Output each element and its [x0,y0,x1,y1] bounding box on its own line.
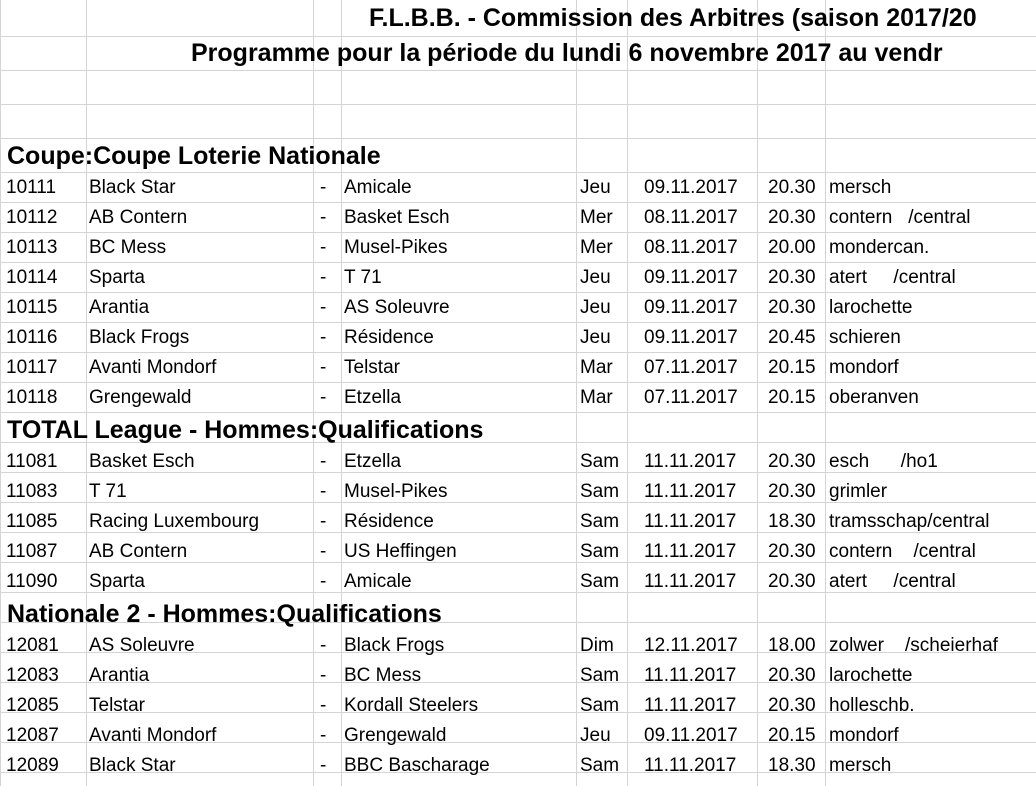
time-cell: 18.30 [768,511,816,532]
home-team-cell: AB Contern [89,207,188,228]
home-team-cell: Telstar [89,695,145,716]
page-subtitle: Programme pour la période du lundi 6 novembre 2017 au vendr [191,39,943,67]
separator-cell: - [320,481,327,502]
venue-cell: contern /central [829,541,976,562]
game-number-cell: 12081 [6,635,59,656]
separator-cell: - [320,267,327,288]
day-cell: Jeu [580,267,611,288]
venue-cell: mondorf [829,357,899,378]
venue-cell: zolwer /scheierhaf [829,635,998,656]
game-number-cell: 11087 [6,541,58,562]
venue-cell: tramsschap/central [829,511,990,532]
date-cell: 11.11.2017 [644,481,737,502]
venue-cell: oberanven [829,387,919,408]
time-cell: 18.00 [768,635,816,656]
venue-cell: esch /ho1 [829,451,938,472]
time-cell: 20.30 [768,177,816,198]
away-team-cell: Résidence [344,327,434,348]
separator-cell: - [320,177,327,198]
table-row[interactable] [0,202,1036,232]
venue-cell: grimler [829,481,888,502]
separator-cell: - [320,541,327,562]
game-number-cell: 10111 [6,177,57,198]
separator-cell: - [320,297,327,318]
time-cell: 20.00 [768,237,816,258]
home-team-cell: Racing Luxembourg [89,511,260,532]
day-cell: Sam [580,571,620,592]
away-team-cell: BBC Bascharage [344,755,490,776]
game-number-cell: 12085 [6,695,59,716]
table-row[interactable] [0,630,1036,660]
venue-cell: mersch [829,755,892,776]
time-cell: 20.30 [768,695,816,716]
day-cell: Jeu [580,725,611,746]
date-cell: 11.11.2017 [644,755,737,776]
venue-cell: larochette [829,297,913,318]
date-cell: 11.11.2017 [644,541,737,562]
away-team-cell: Kordall Steelers [344,695,479,716]
game-number-cell: 11081 [6,451,58,472]
time-cell: 20.30 [768,571,816,592]
time-cell: 20.30 [768,481,816,502]
home-team-cell: BC Mess [89,237,167,258]
page-title: F.L.B.B. - Commission des Arbitres (saison 2017/20 [369,4,977,32]
date-cell: 09.11.2017 [644,327,738,348]
row-divider [0,36,1036,37]
venue-cell: larochette [829,665,913,686]
away-team-cell: AS Soleuvre [344,297,450,318]
date-cell: 12.11.2017 [644,635,738,656]
separator-cell: - [320,725,327,746]
date-cell: 11.11.2017 [644,665,737,686]
time-cell: 18.30 [768,755,816,776]
venue-cell: holleschb. [829,695,915,716]
table-row[interactable] [0,322,1036,352]
day-cell: Jeu [580,297,611,318]
time-cell: 20.30 [768,541,816,562]
day-cell: Sam [580,481,620,502]
table-row[interactable] [0,690,1036,720]
day-cell: Mer [580,207,613,228]
time-cell: 20.45 [768,327,816,348]
section-title: Coupe:Coupe Loterie Nationale [7,142,381,170]
home-team-cell: Black Star [89,755,176,776]
separator-cell: - [320,571,327,592]
venue-cell: schieren [829,327,901,348]
away-team-cell: Résidence [344,511,434,532]
game-number-cell: 12089 [6,755,59,776]
date-cell: 09.11.2017 [644,267,738,288]
away-team-cell: Grengewald [344,725,447,746]
day-cell: Jeu [580,327,611,348]
venue-cell: atert /central [829,267,956,288]
day-cell: Sam [580,755,620,776]
home-team-cell: T 71 [89,481,127,502]
venue-cell: mondorf [829,725,899,746]
home-team-cell: Avanti Mondorf [89,357,217,378]
day-cell: Mer [580,237,613,258]
away-team-cell: T 71 [344,267,382,288]
section-title: TOTAL League - Hommes:Qualifications [7,416,484,444]
separator-cell: - [320,207,327,228]
separator-cell: - [320,665,327,686]
table-row[interactable] [0,172,1036,202]
table-row[interactable] [0,446,1036,476]
game-number-cell: 11090 [6,571,58,592]
day-cell: Sam [580,511,620,532]
venue-cell: mersch [829,177,892,198]
away-team-cell: Amicale [344,571,412,592]
date-cell: 08.11.2017 [644,207,738,228]
home-team-cell: Black Star [89,177,176,198]
game-number-cell: 10118 [6,387,58,408]
time-cell: 20.15 [768,725,816,746]
table-row[interactable] [0,262,1036,292]
away-team-cell: Musel-Pikes [344,481,448,502]
day-cell: Sam [580,541,620,562]
time-cell: 20.30 [768,207,816,228]
home-team-cell: Sparta [89,571,145,592]
day-cell: Sam [580,665,620,686]
row-divider [0,70,1036,71]
away-team-cell: US Heffingen [344,541,457,562]
home-team-cell: Basket Esch [89,451,195,472]
table-row[interactable] [0,292,1036,322]
time-cell: 20.15 [768,357,816,378]
table-row[interactable] [0,232,1036,262]
separator-cell: - [320,327,327,348]
table-row[interactable] [0,660,1036,690]
game-number-cell: 11085 [6,511,58,532]
game-number-cell: 12083 [6,665,59,686]
separator-cell: - [320,635,327,656]
game-number-cell: 11083 [6,481,58,502]
date-cell: 11.11.2017 [644,571,737,592]
home-team-cell: Sparta [89,267,145,288]
table-row[interactable] [0,566,1036,596]
away-team-cell: Basket Esch [344,207,450,228]
day-cell: Dim [580,635,614,656]
separator-cell: - [320,387,327,408]
day-cell: Sam [580,695,620,716]
home-team-cell: AS Soleuvre [89,635,195,656]
day-cell: Mar [580,387,613,408]
section-title: Nationale 2 - Hommes:Qualifications [7,600,442,628]
game-number-cell: 10114 [6,267,58,288]
row-divider [0,104,1036,105]
away-team-cell: Black Frogs [344,635,445,656]
away-team-cell: Amicale [344,177,412,198]
table-row[interactable] [0,536,1036,566]
day-cell: Jeu [580,177,611,198]
date-cell: 08.11.2017 [644,237,738,258]
venue-cell: contern /central [829,207,971,228]
date-cell: 07.11.2017 [644,387,738,408]
time-cell: 20.30 [768,451,816,472]
game-number-cell: 10113 [6,237,58,258]
away-team-cell: BC Mess [344,665,422,686]
home-team-cell: AB Contern [89,541,188,562]
game-number-cell: 10115 [6,297,58,318]
game-number-cell: 10117 [6,357,58,378]
time-cell: 20.30 [768,267,816,288]
game-number-cell: 10112 [6,207,58,228]
away-team-cell: Etzella [344,387,402,408]
game-number-cell: 12087 [6,725,59,746]
venue-cell: mondercan. [829,237,930,258]
home-team-cell: Black Frogs [89,327,190,348]
home-team-cell: Arantia [89,297,150,318]
date-cell: 11.11.2017 [644,451,737,472]
date-cell: 09.11.2017 [644,725,738,746]
table-row[interactable] [0,720,1036,750]
venue-cell: atert /central [829,571,956,592]
away-team-cell: Musel-Pikes [344,237,448,258]
date-cell: 11.11.2017 [644,511,737,532]
time-cell: 20.15 [768,387,816,408]
separator-cell: - [320,357,327,378]
time-cell: 20.30 [768,665,816,686]
away-team-cell: Telstar [344,357,400,378]
home-team-cell: Avanti Mondorf [89,725,217,746]
separator-cell: - [320,237,327,258]
home-team-cell: Arantia [89,665,150,686]
table-row[interactable] [0,476,1036,506]
separator-cell: - [320,695,327,716]
home-team-cell: Grengewald [89,387,192,408]
date-cell: 09.11.2017 [644,177,738,198]
separator-cell: - [320,755,327,776]
day-cell: Mar [580,357,613,378]
table-row[interactable] [0,506,1036,536]
date-cell: 07.11.2017 [644,357,738,378]
table-row[interactable] [0,352,1036,382]
away-team-cell: Etzella [344,451,402,472]
separator-cell: - [320,511,327,532]
table-row[interactable] [0,382,1036,412]
day-cell: Sam [580,451,620,472]
game-number-cell: 10116 [6,327,58,348]
table-row[interactable] [0,750,1036,780]
date-cell: 11.11.2017 [644,695,737,716]
time-cell: 20.30 [768,297,816,318]
date-cell: 09.11.2017 [644,297,738,318]
separator-cell: - [320,451,327,472]
